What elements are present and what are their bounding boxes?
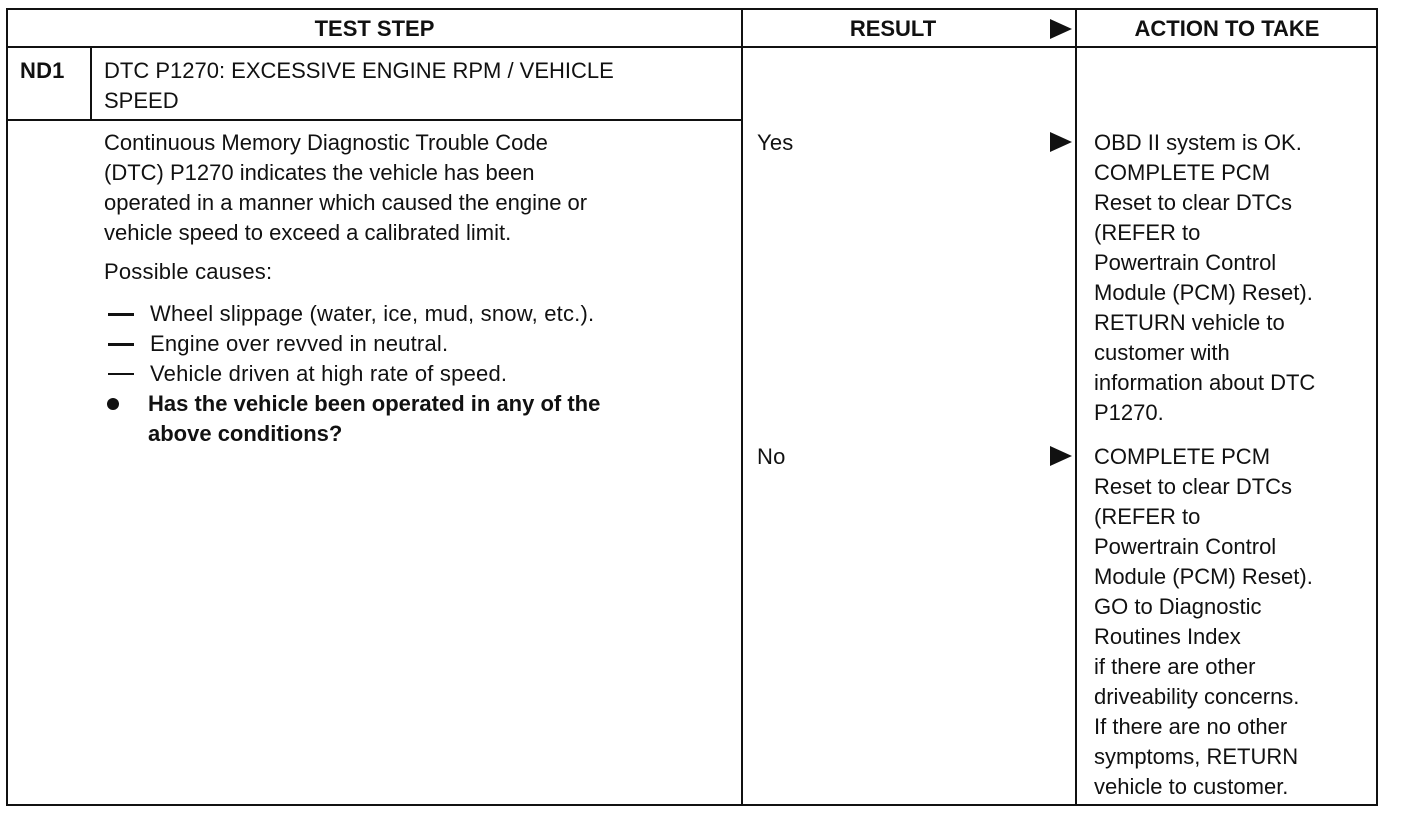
action-line: GO to Diagnostic bbox=[1094, 594, 1262, 619]
action-line: symptoms, RETURN bbox=[1094, 744, 1299, 769]
description-line: (DTC) P1270 indicates the vehicle has been bbox=[104, 160, 535, 185]
result-arrow-icon bbox=[1050, 446, 1072, 466]
header-rule bbox=[6, 46, 1378, 48]
cause-item: Wheel slippage (water, ice, mud, snow, etc.). bbox=[150, 301, 595, 326]
action-line: COMPLETE PCM bbox=[1094, 160, 1271, 185]
table-right-border bbox=[1376, 8, 1378, 806]
action-line: vehicle to customer. bbox=[1094, 774, 1289, 799]
dash-icon bbox=[108, 343, 134, 346]
action-line: driveability concerns. bbox=[1094, 684, 1300, 709]
header-result: RESULT bbox=[849, 16, 937, 41]
result-yes: Yes bbox=[757, 130, 794, 155]
action-line: OBD II system is OK. bbox=[1094, 130, 1302, 155]
step-question bbox=[148, 389, 600, 449]
action-line: Powertrain Control bbox=[1094, 250, 1277, 275]
action-line: customer with bbox=[1094, 340, 1230, 365]
header-arrow-icon bbox=[1050, 19, 1072, 39]
action-line: RETURN vehicle to bbox=[1094, 310, 1285, 335]
col-divider-result bbox=[741, 8, 743, 806]
dash-icon bbox=[108, 373, 134, 375]
action-no bbox=[1094, 442, 1313, 802]
result-arrow-icon bbox=[1050, 132, 1072, 152]
step-id: ND1 bbox=[20, 58, 65, 83]
action-line: Module (PCM) Reset). bbox=[1094, 564, 1313, 589]
description-line: Continuous Memory Diagnostic Trouble Code bbox=[104, 130, 548, 155]
action-yes bbox=[1094, 128, 1315, 428]
result-no: No bbox=[757, 444, 786, 469]
bullet-icon bbox=[107, 398, 119, 410]
action-line: P1270. bbox=[1094, 400, 1164, 425]
action-line: Powertrain Control bbox=[1094, 534, 1277, 559]
step-title-line: DTC P1270: EXCESSIVE ENGINE RPM / VEHICLE bbox=[104, 58, 614, 83]
dash-icon bbox=[108, 313, 134, 316]
table-top-border bbox=[6, 8, 1378, 10]
action-line: Reset to clear DTCs bbox=[1094, 474, 1293, 499]
action-line: If there are no other bbox=[1094, 714, 1288, 739]
action-line: Module (PCM) Reset). bbox=[1094, 280, 1313, 305]
action-line: (REFER to bbox=[1094, 220, 1201, 245]
step-title-rule bbox=[6, 119, 743, 121]
description-line: vehicle speed to exceed a calibrated limit. bbox=[104, 220, 512, 245]
action-line: COMPLETE PCM bbox=[1094, 444, 1271, 469]
cause-item: Vehicle driven at high rate of speed. bbox=[150, 361, 508, 386]
table-left-border bbox=[6, 8, 8, 806]
question-line: above conditions? bbox=[148, 421, 343, 446]
action-line: (REFER to bbox=[1094, 504, 1201, 529]
table-bottom-border bbox=[6, 804, 1378, 806]
col-divider-action bbox=[1075, 8, 1077, 806]
step-title-line: SPEED bbox=[104, 88, 179, 113]
step-description bbox=[104, 128, 587, 248]
header-action-to-take: ACTION TO TAKE bbox=[1134, 16, 1320, 41]
step-id-divider bbox=[90, 46, 92, 120]
action-line: Routines Index bbox=[1094, 624, 1241, 649]
action-line: information about DTC bbox=[1094, 370, 1316, 395]
action-line: if there are other bbox=[1094, 654, 1256, 679]
action-line: Reset to clear DTCs bbox=[1094, 190, 1293, 215]
cause-item: Engine over revved in neutral. bbox=[150, 331, 449, 356]
step-title bbox=[104, 56, 614, 116]
header-test-step: TEST STEP bbox=[314, 16, 435, 41]
description-line: operated in a manner which caused the engine or bbox=[104, 190, 588, 215]
question-line: Has the vehicle been operated in any of the bbox=[148, 391, 601, 416]
possible-causes-label: Possible causes: bbox=[104, 259, 273, 284]
